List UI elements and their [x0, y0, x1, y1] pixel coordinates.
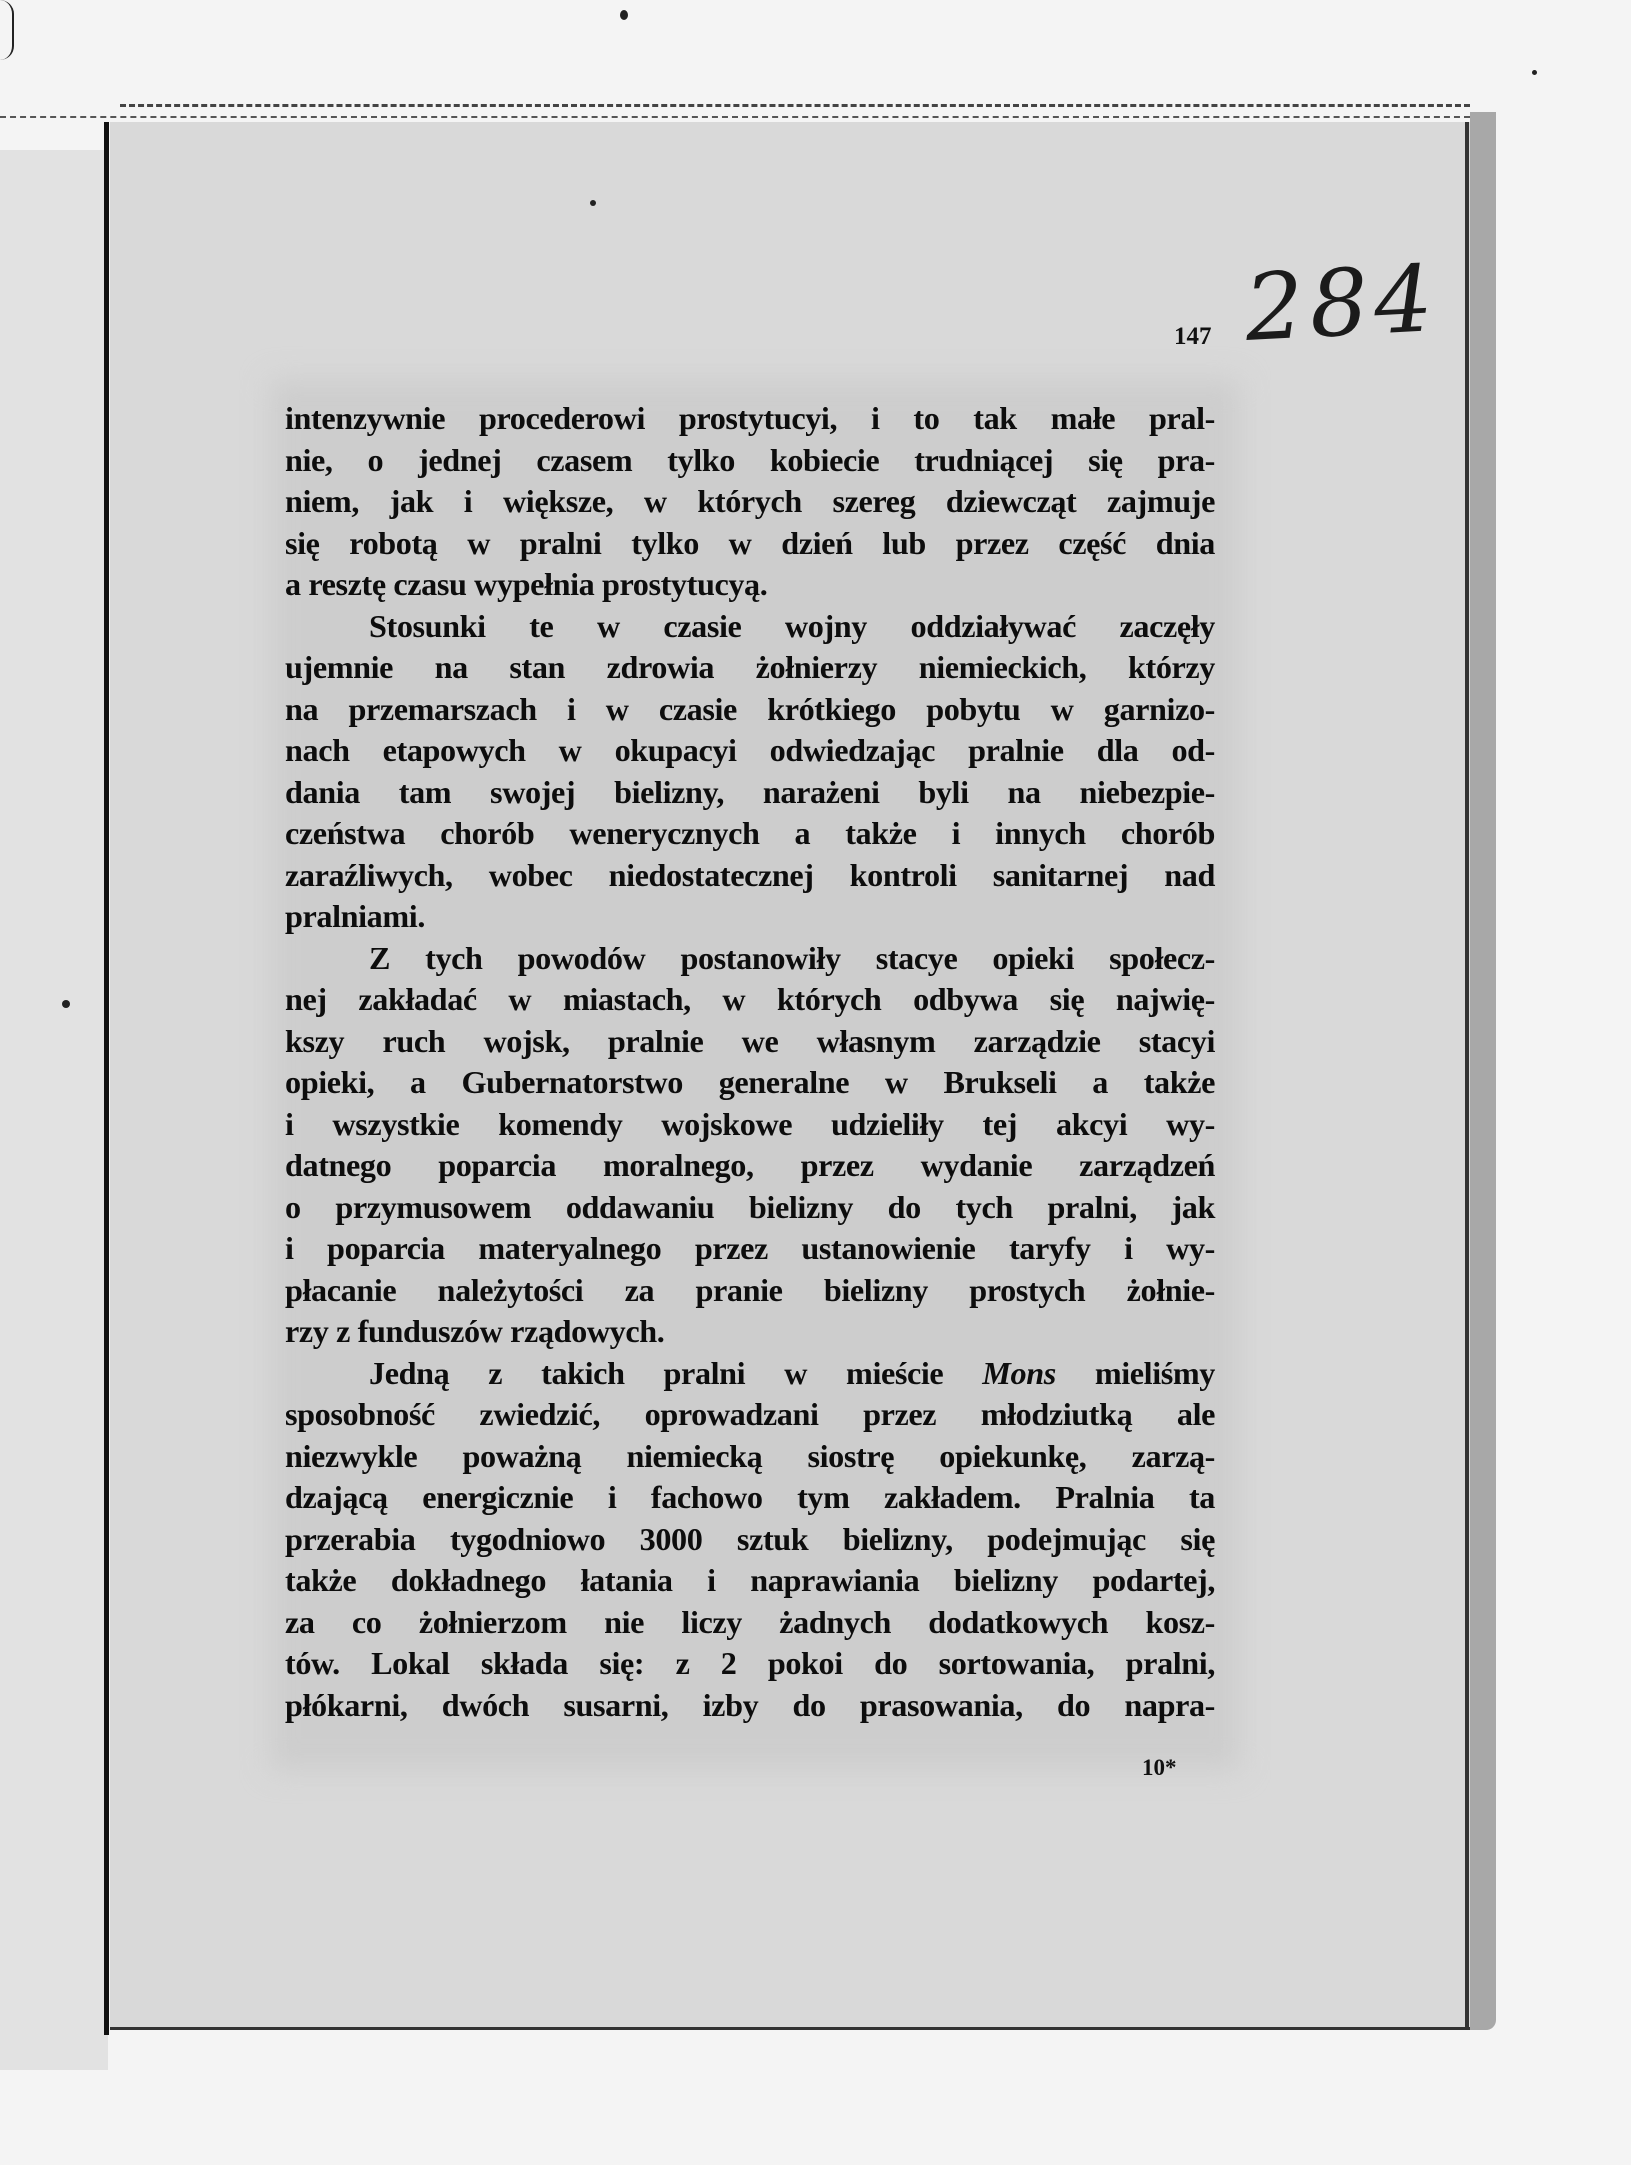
text-line: i wszystkie komendy wojskowe udzieliły tej akcyi wy- — [285, 1105, 1215, 1142]
scan-speck — [62, 1000, 70, 1008]
text-line: czeństwa chorób wenerycznych a także i innych chorób — [285, 815, 1215, 851]
text-line: płacanie należytości za pranie bielizny prostych żołnie- — [285, 1271, 1215, 1308]
text-line: także dokładnego łatania i naprawiania bielizny podartej, — [285, 1562, 1215, 1598]
text-line: kszy ruch wojsk, pralnie we własnym zarządzie stacyi — [285, 1022, 1215, 1059]
scan-speck — [1532, 70, 1537, 75]
text-line: Z tych powodów postanowiły stacye opieki społecz- — [369, 939, 1215, 976]
text-line: się robotą w pralni tylko w dzień lub przez część dnia — [285, 524, 1215, 561]
text-line: sposobność zwiedzić, oprowadzani przez młodziutką ale — [285, 1396, 1215, 1432]
adjacent-page-edge — [0, 150, 108, 2070]
page-spine-line — [104, 122, 109, 2035]
text-line: dzającą energicznie i fachowo tym zakładem. Pralnia ta — [285, 1479, 1215, 1515]
page-right-border — [1465, 122, 1469, 2030]
text-line: rzy z funduszów rządowych. — [285, 1313, 665, 1349]
handwritten-archive-number: 284 — [1242, 245, 1442, 362]
text-line: za co żołnierzom nie liczy żadnych dodatkowych kosz- — [285, 1603, 1215, 1640]
text-line: ujemnie na stan zdrowia żołnierzy niemieckich, którzy — [285, 649, 1215, 685]
text-line: opieki, a Gubernatorstwo generalne w Brukseli a także — [285, 1064, 1215, 1100]
text-line: pralniami. — [285, 898, 425, 934]
page-top-edge-line — [0, 116, 1470, 118]
text-line: płókarni, dwóch susarni, izby do prasowania, do napra- — [285, 1686, 1215, 1723]
text-line: Stosunki te w czasie wojny oddziaływać zaczęły — [369, 607, 1215, 644]
body-text — [285, 398, 1215, 1726]
text-line: intenzywnie procederowi prostytucyi, i to tak małe pral- — [285, 400, 1215, 436]
text-line: o przymusowem oddawaniu bielizny do tych pralni, jak — [285, 1188, 1215, 1225]
text-line: nach etapowych w okupacyi odwiedzając pralnie dla od- — [285, 732, 1215, 768]
text-line-with-italic: Jedną z takich pralni w mieście Mons mieliśmy — [369, 1354, 1215, 1391]
text-line: niezwykle poważną niemiecką siostrę opiekunkę, zarzą- — [285, 1437, 1215, 1474]
text-line: i poparcia materyalnego przez ustanowienie taryfy i wy- — [285, 1230, 1215, 1266]
text-line: nej zakładać w miastach, w których odbywa się najwię- — [285, 981, 1215, 1017]
scan-speck — [590, 200, 596, 206]
text-line: a resztę czasu wypełnia prostytucyą. — [285, 566, 768, 602]
scan-speck — [620, 10, 628, 20]
text-line: na przemarszach i w czasie krótkiego pobytu w garnizo- — [285, 690, 1215, 727]
text-line: przerabia tygodniowo 3000 sztuk bielizny, podejmując się — [285, 1520, 1215, 1557]
text-line: tów. Lokal składa się: z 2 pokoi do sortowania, pralni, — [285, 1645, 1215, 1681]
signature-mark: 10* — [1142, 1755, 1177, 1780]
text-line: datnego poparcia moralnego, przez wydanie zarządzeń — [285, 1147, 1215, 1183]
text-line: dania tam swojej bielizny, narażeni byli na niebezpie- — [285, 773, 1215, 810]
page-top-edge-dashed — [120, 104, 1470, 107]
italic-place-name: Mons — [982, 1354, 1056, 1391]
scan-artifact-bracket — [0, 0, 14, 60]
text-line: niem, jak i większe, w których szereg dziewcząt zajmuje — [285, 483, 1215, 519]
text-line: zaraźliwych, wobec niedostatecznej kontroli sanitarnej nad — [285, 856, 1215, 893]
text-line: nie, o jednej czasem tylko kobiecie trudniącej się pra- — [285, 441, 1215, 478]
page-number: 147 — [1174, 323, 1212, 350]
page-fold-shadow — [1470, 112, 1496, 2030]
